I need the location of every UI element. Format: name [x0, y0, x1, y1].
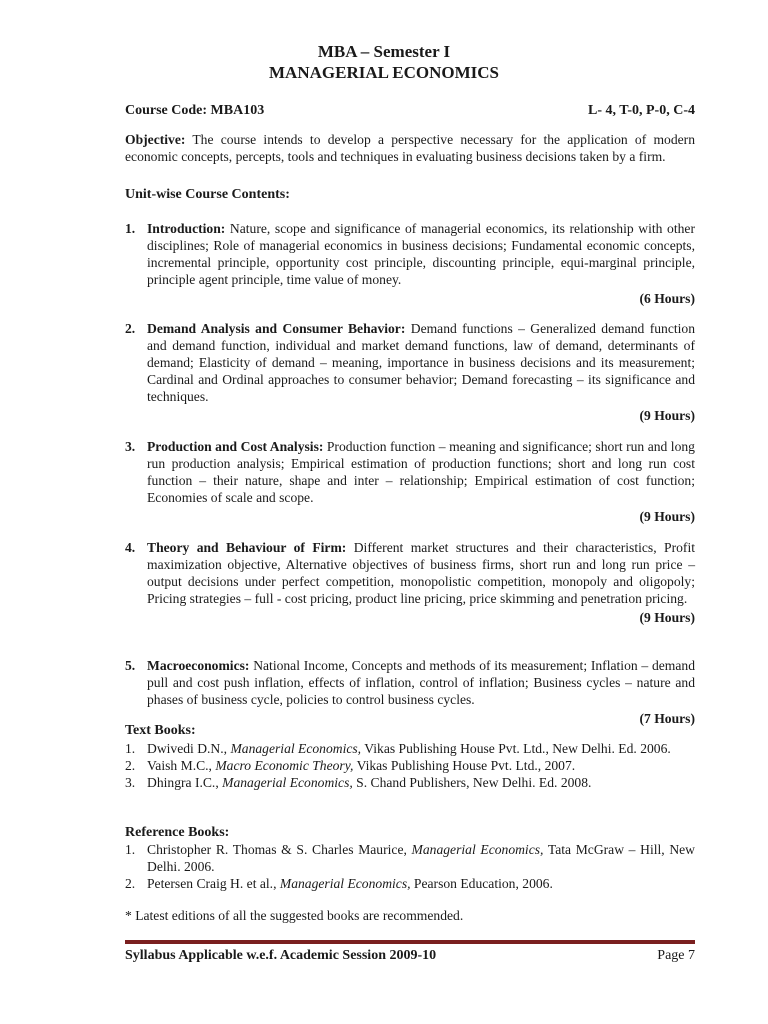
unit-hours: (6 Hours) [639, 291, 695, 306]
unit-number: 1. [125, 221, 136, 236]
unit-1 [125, 220, 695, 307]
contents-heading: Unit-wise Course Contents: [125, 187, 290, 202]
objective [125, 131, 695, 165]
list-item: 3. Dhingra I.C., Managerial Economics, S. Chand Publishers, New Delhi. Ed. 2008. [125, 775, 592, 790]
unit-number: 2. [125, 321, 136, 336]
course-code: Course Code: MBA103 [125, 103, 265, 118]
reference-books-heading: Reference Books: [125, 825, 230, 840]
unit-title: Introduction: [147, 221, 226, 236]
unit-title: Macroeconomics: [147, 658, 250, 673]
unit-text: National Income, Concepts and methods of its measurement; Inflation – demand pull and cost push inflation, effects of inflation, control of inflation; Business cycles – nature and phases of business cycle, policies to control business cycles. [147, 658, 695, 707]
text-books-list [125, 740, 695, 791]
objective-text: The course intends to develop a perspective necessary for the application of modern economic concepts, percepts, tools and techniques in evaluating business decisions taken by a firm. [125, 132, 696, 164]
list-item: 1. Dwivedi D.N., Managerial Economics, Vikas Publishing House Pvt. Ltd., New Delhi. Ed. 2006. [125, 741, 671, 756]
objective-label: Objective: [125, 132, 186, 147]
page-number: Page 7 [657, 948, 695, 963]
page-subtitle: MANAGERIAL ECONOMICS [269, 63, 499, 82]
footer-session: Syllabus Applicable w.e.f. Academic Session 2009-10 [125, 948, 437, 963]
list-item: 2. Petersen Craig H. et al., Managerial Economics, Pearson Education, 2006. [125, 876, 553, 891]
unit-hours: (9 Hours) [639, 610, 695, 625]
course-code-line [125, 103, 695, 119]
unit-4 [125, 539, 695, 626]
unit-title: Production and Cost Analysis: [147, 439, 324, 454]
unit-title: Theory and Behaviour of Firm: [147, 540, 347, 555]
unit-title: Demand Analysis and Consumer Behavior: [147, 321, 406, 336]
editions-note: * Latest editions of all the suggested books are recommended. [125, 908, 464, 923]
unit-number: 5. [125, 658, 136, 673]
list-item: 2. Vaish M.C., Macro Economic Theory, Vikas Publishing House Pvt. Ltd., 2007. [125, 758, 576, 773]
footer-rule [125, 940, 695, 944]
course-ltpc: L- 4, T-0, P-0, C-4 [588, 103, 695, 118]
unit-hours: (9 Hours) [639, 408, 695, 423]
unit-text: Different market structures and their characteristics, Profit maximization objective, Alternative objectives of business firms, short run and long run price – output decisions under perfect competition, monopolistic competition, monopoly and oligopoly; Pricing strategies – full - cost pricing, product line pricing, price skimming and penetration pricing. [147, 540, 695, 606]
unit-5 [125, 657, 695, 727]
unit-number: 4. [125, 540, 136, 555]
unit-3 [125, 438, 695, 525]
unit-number: 3. [125, 439, 136, 454]
unit-hours: (9 Hours) [639, 509, 695, 524]
text-books-heading: Text Books: [125, 723, 196, 738]
unit-text: Nature, scope and significance of managerial economics, its relationship with other disciplines; Role of managerial economics in business decisions; Fundamental economic concepts, incremental principle, opportunity cost principle, discounting principle, equi-marginal principle, principle agent principle, time value of money. [147, 221, 695, 287]
list-item: 1. Christopher R. Thomas & S. Charles Maurice, Managerial Economics, Tata McGraw – Hill, New Delhi. 2006. [125, 842, 695, 874]
unit-text: Production function – meaning and significance; short run and long run production analysis; Empirical estimation of production functions; short and long run cost function – their nature, shape and inter – relationship; Empirical estimation of cost function; Economies of scale and scope. [147, 439, 695, 505]
page-title: MBA – Semester I [317, 42, 451, 61]
unit-hours: (7 Hours) [639, 711, 695, 726]
reference-books-list [125, 841, 695, 892]
unit-2 [125, 320, 695, 424]
footer [125, 948, 695, 964]
unit-text: Demand functions – Generalized demand function and demand function, individual and market demand functions, law of demand, determinants of demand; Elasticity of demand – meaning, importance in business decisions and its measurement; Cardinal and Ordinal approaches to consumer behavior; Demand forecasting – its significance and techniques. [147, 321, 695, 404]
